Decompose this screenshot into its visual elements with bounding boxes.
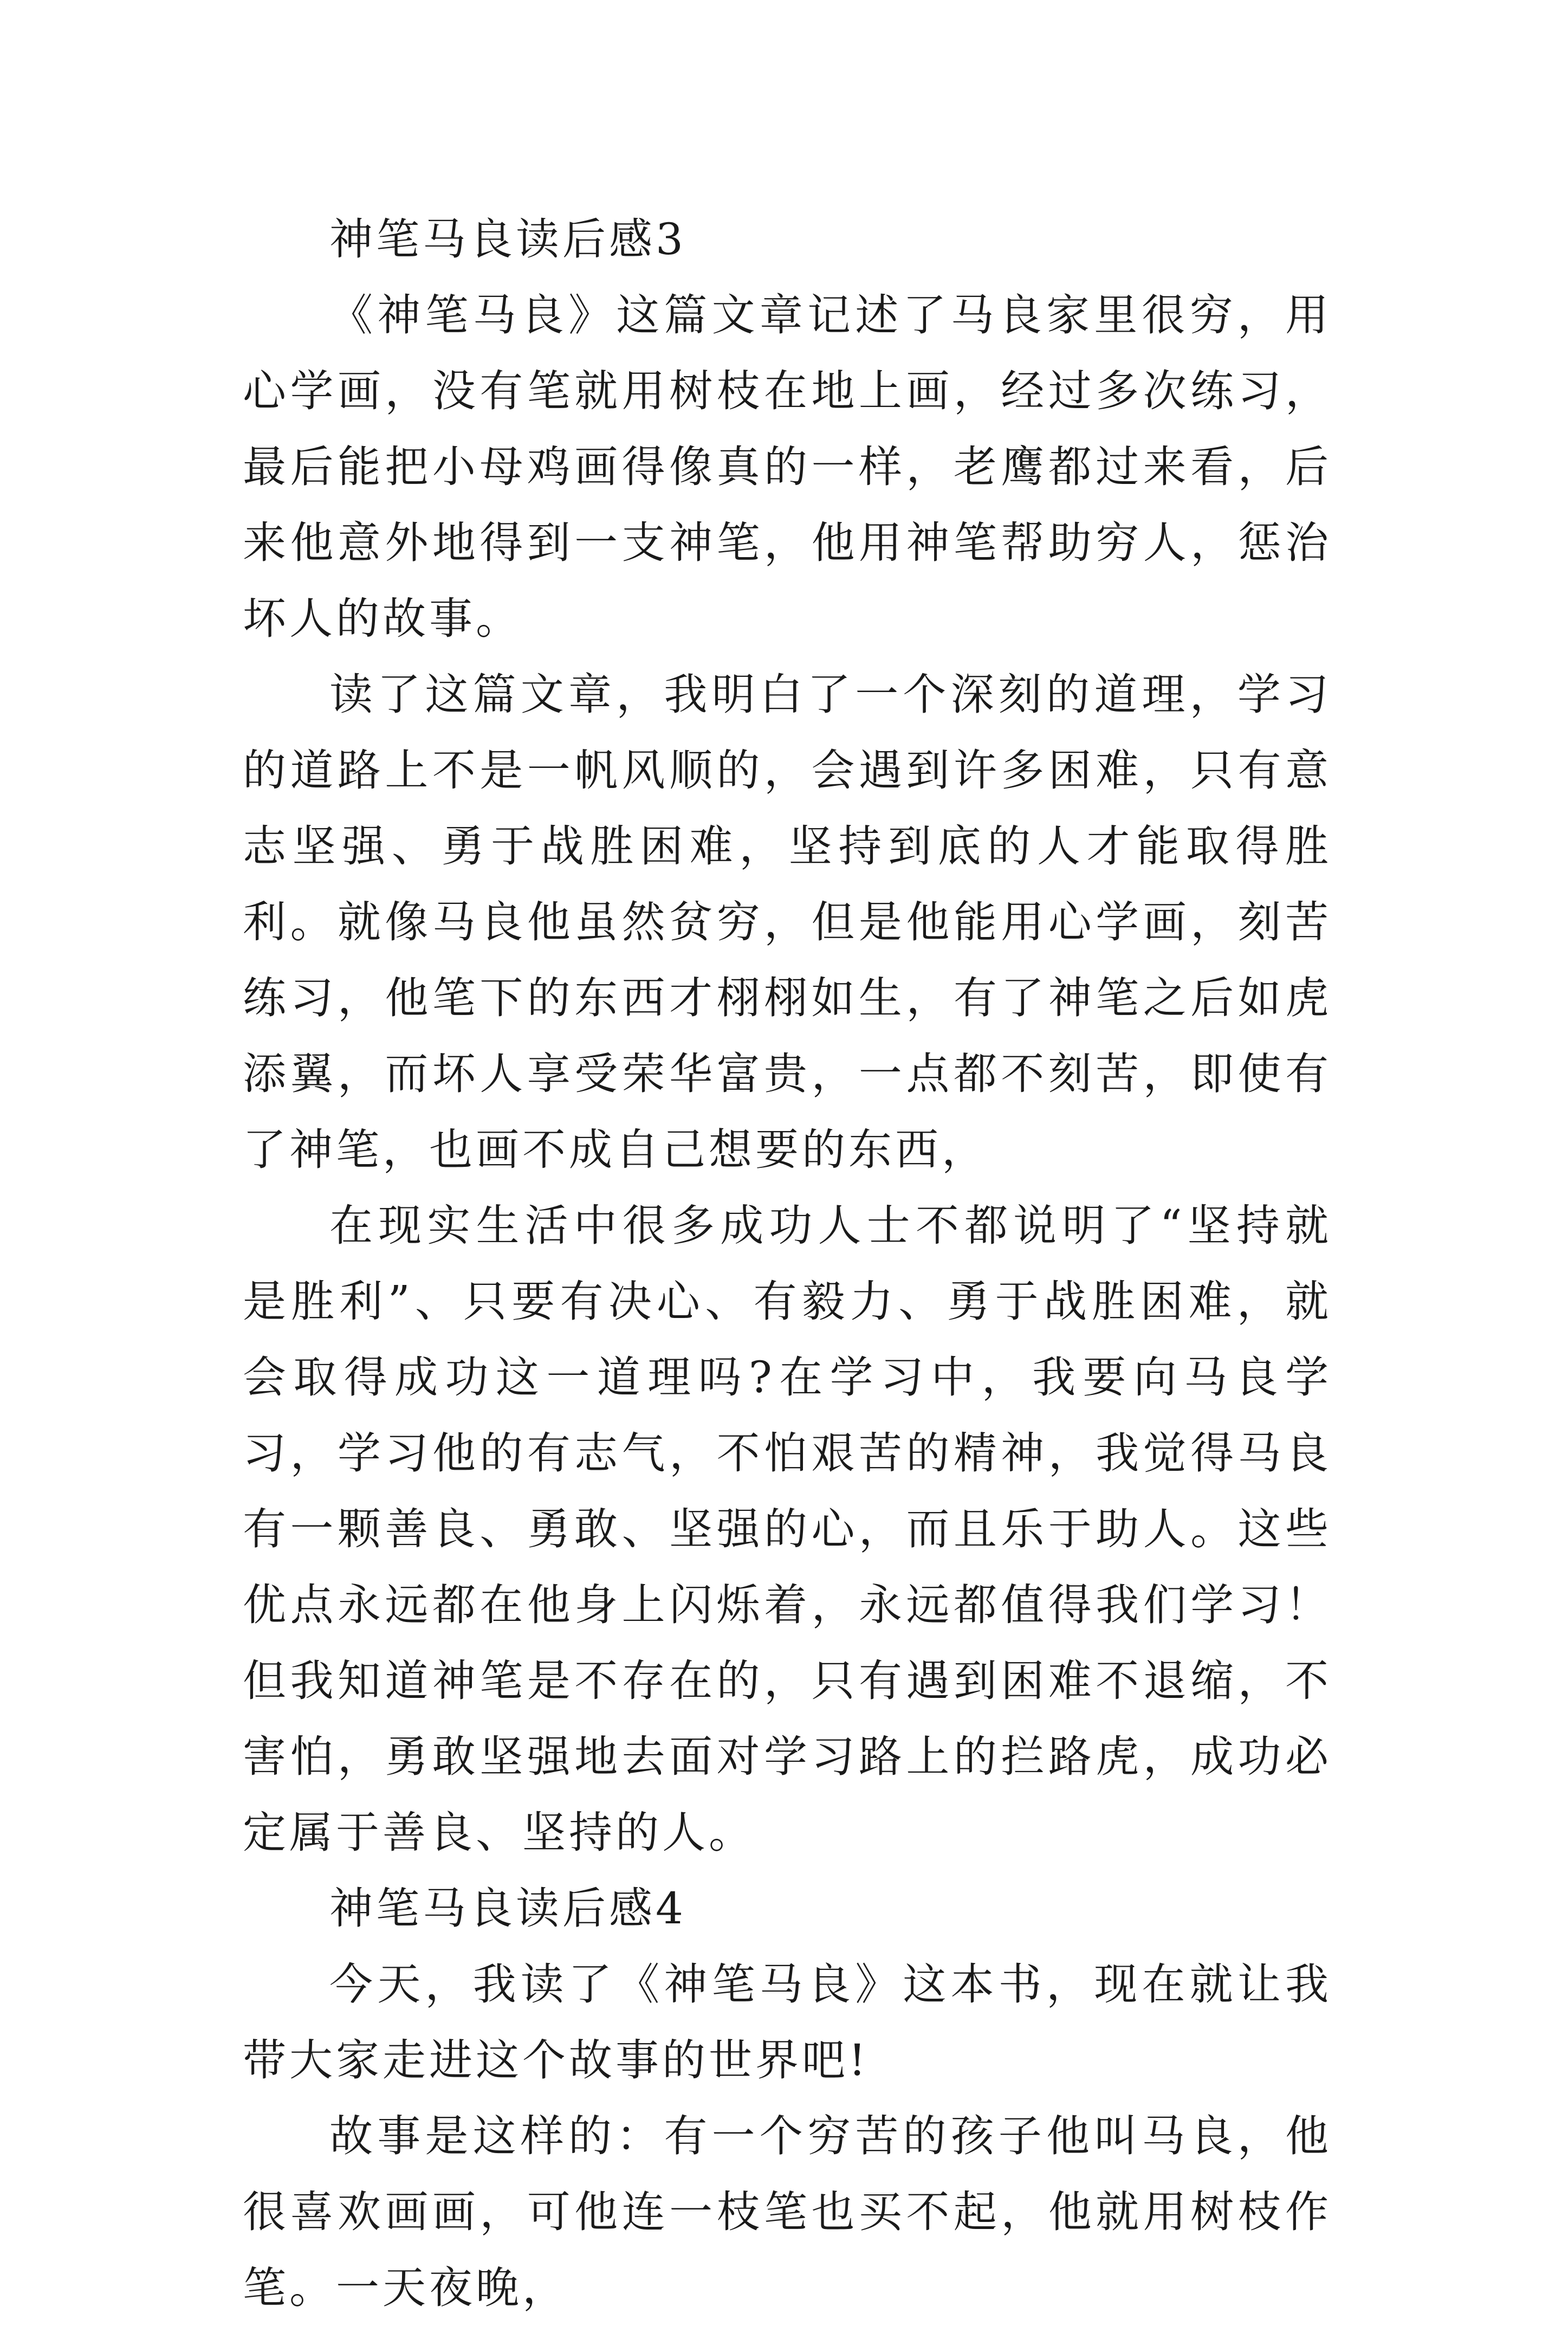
- paragraph: 《神笔马良》这篇文章记述了马良家里很穷，用心学画，没有笔就用树枝在地上画，经过多次练习，最后能把小母鸡画得像真的一样，老鹰都过来看，后来他意外地得到一支神笔，他用神笔帮助穷人，惩治坏人的故事。: [243, 290, 1332, 644]
- paragraph: 故事是这样的：有一个穷苦的孩子他叫马良，他很喜欢画画，可他连一枝笔也买不起，他就用树枝作笔。一天夜晚，: [243, 2111, 1332, 2313]
- section-heading-3: 神笔马良读后感3: [329, 214, 686, 264]
- paragraph: 读了这篇文章，我明白了一个深刻的道理，学习的道路上不是一帆风顺的，会遇到许多困难，只有意志坚强、勇于战胜困难，坚持到底的人才能取得胜利。就像马良他虽然贫穷，但是他能用心学画，刻苦练习，他笔下的东西才栩栩如生，有了神笔之后如虎添翼，而坏人享受荣华富贵，一点都不刻苦，即使有了神笔，也画不成自己想要的东西，: [243, 669, 1332, 1175]
- paragraph: 在现实生活中很多成功人士不都说明了“坚持就是胜利”、只要有决心、有毅力、勇于战胜困难，就会取得成功这一道理吗?在学习中，我要向马良学习，学习他的有志气，不怕艰苦的精神，我觉得马良有一颗善良、勇敢、坚强的心，而且乐于助人。这些优点永远都在他身上闪烁着，永远都值得我们学习！但我知道神笔是不存在的，只有遇到困难不退缩，不害怕，勇敢坚强地去面对学习路上的拦路虎，成功必定属于善良、坚持的人。: [243, 1200, 1332, 1858]
- document-body: [243, 202, 1332, 2326]
- paragraph: 今天，我读了《神笔马良》这本书，现在就让我带大家走进这个故事的世界吧!: [243, 1959, 1332, 2085]
- section-heading-4: 神笔马良读后感4: [329, 1883, 686, 1934]
